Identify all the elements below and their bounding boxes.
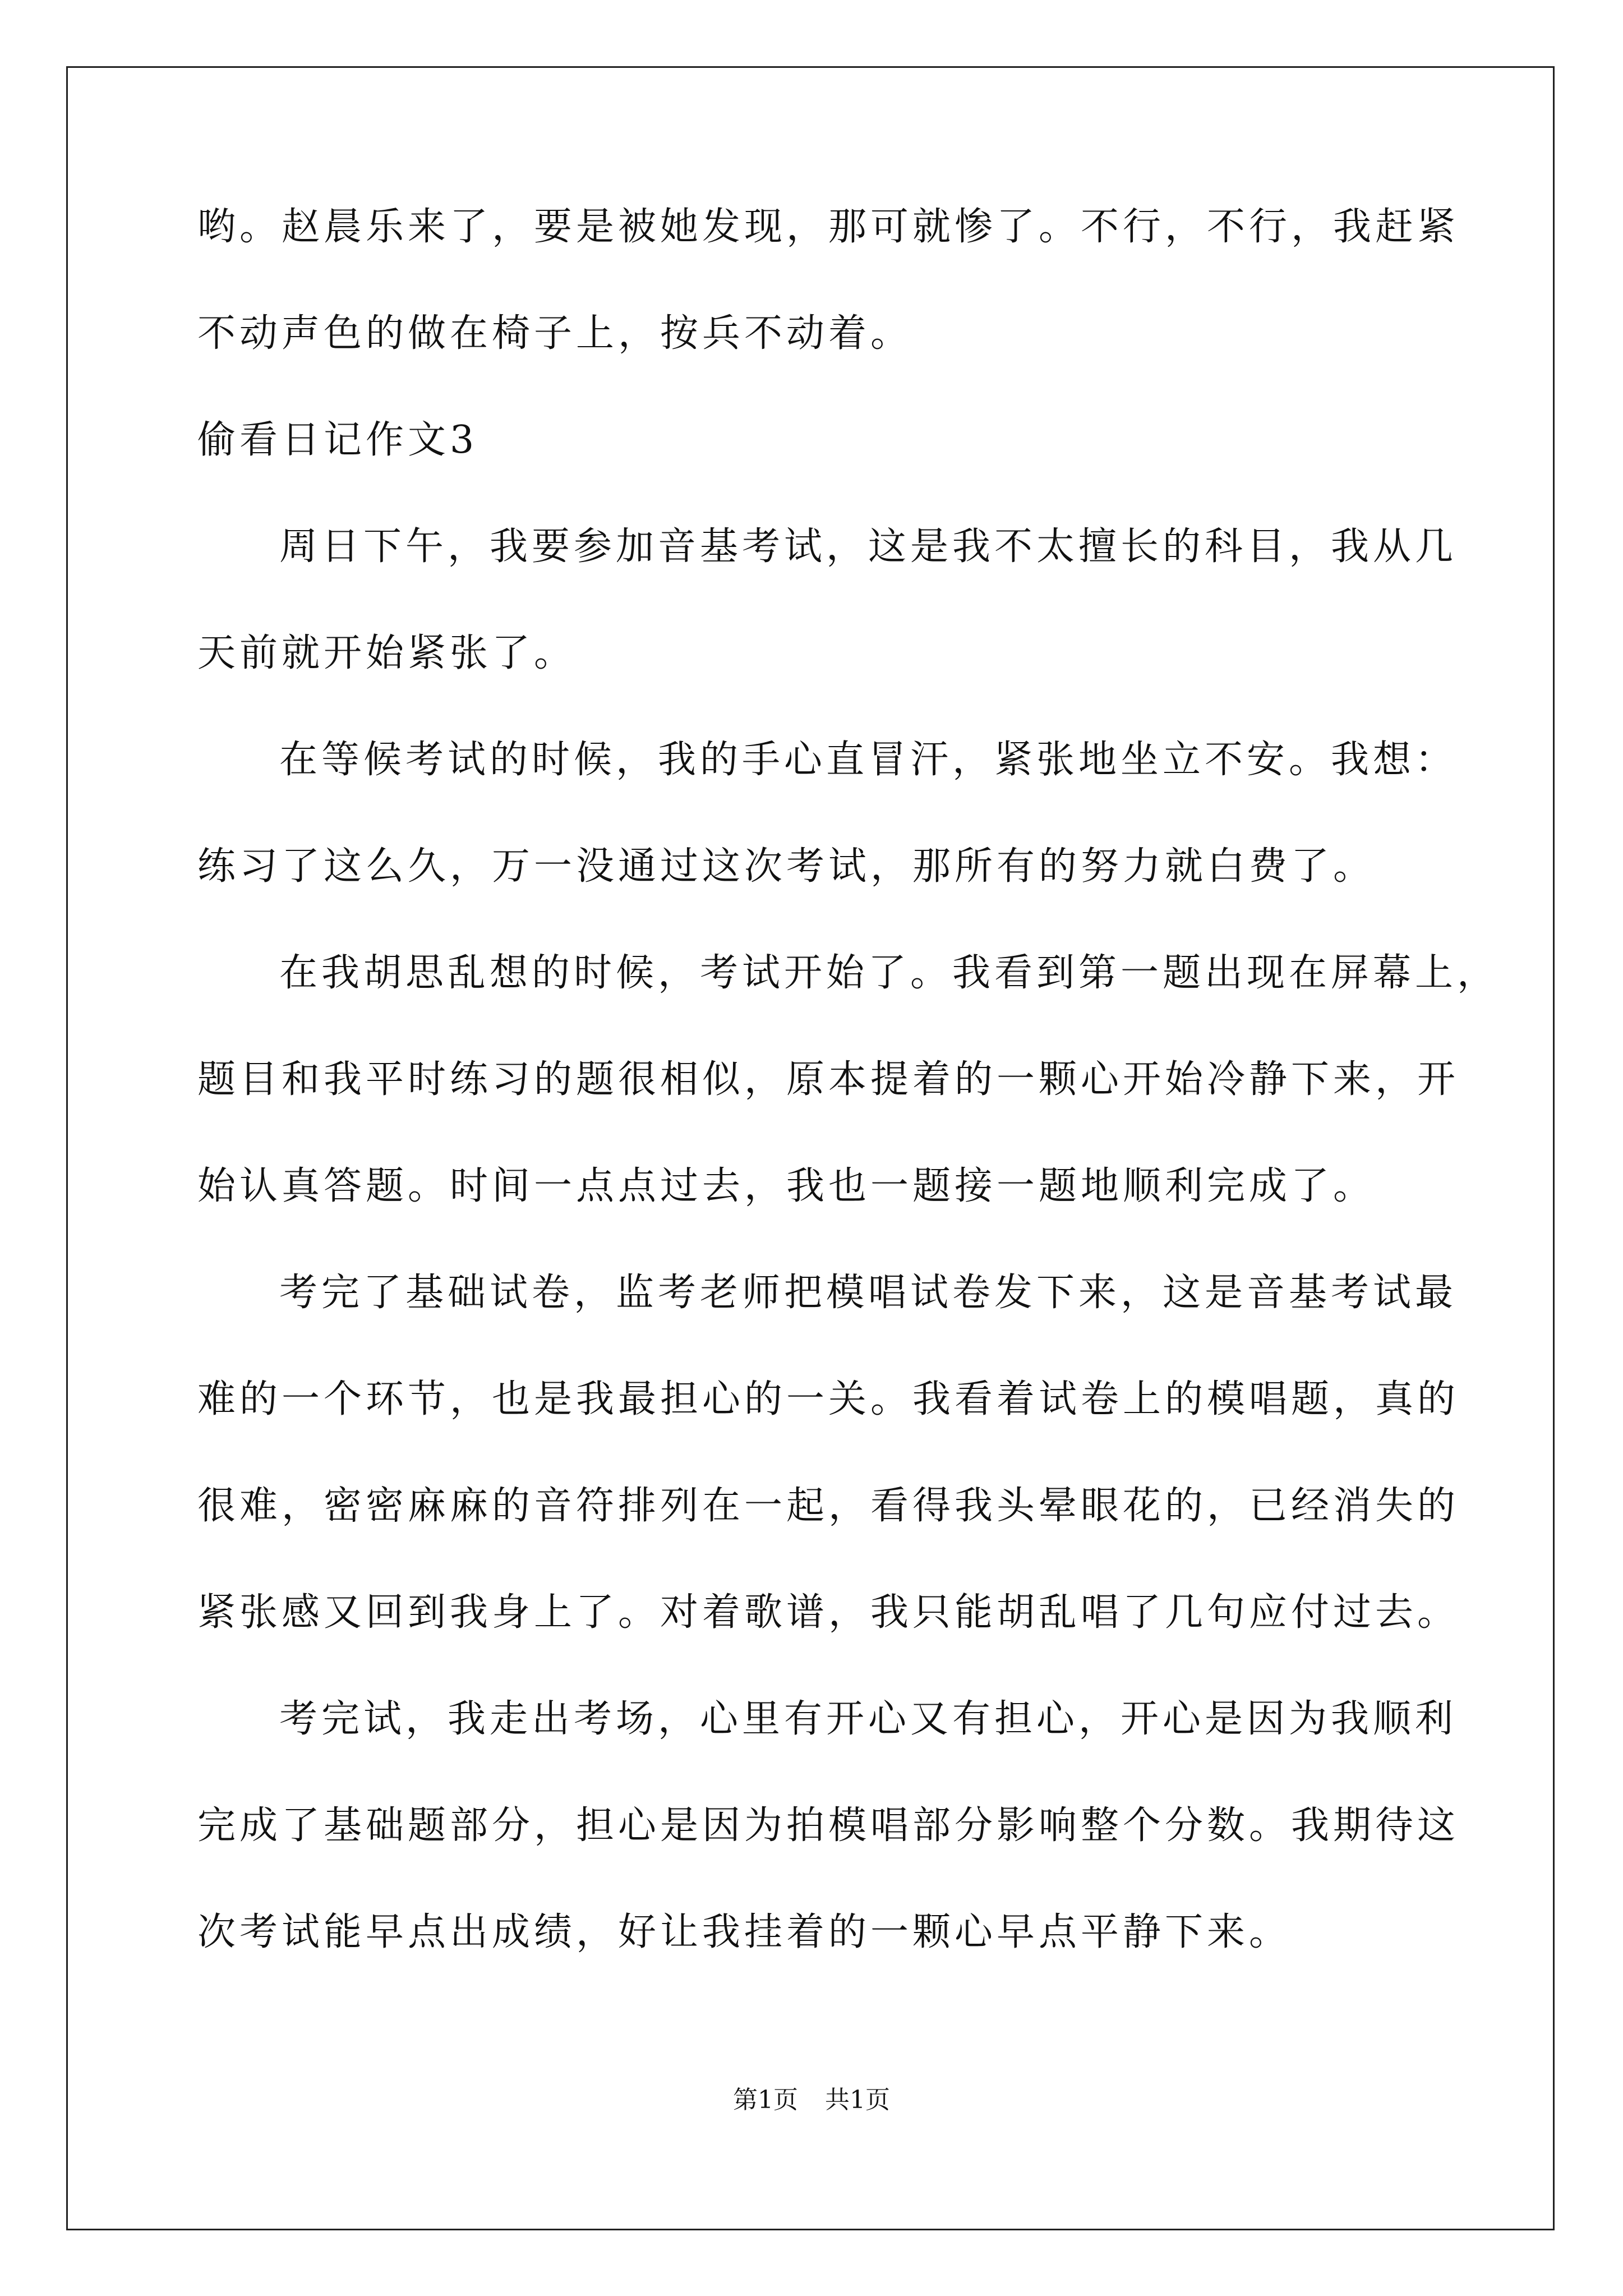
text-line: 练习了这么久，万一没通过这次考试，那所有的努力就白费了。 <box>197 844 1376 889</box>
page-number-total: 共1页 <box>825 2086 890 2114</box>
paragraph-first-line: 考完试，我走出考场，心里有开心又有担心，开心是因为我顺利 <box>279 1697 1458 1741</box>
text-line: 次考试能早点出成绩，好让我挂着的一颗心早点平静下来。 <box>197 1910 1292 1954</box>
text-line: 不动声色的做在椅子上，按兵不动着。 <box>197 311 913 356</box>
text-line: 哟。赵晨乐来了，要是被她发现，那可就惨了。不行，不行，我赶紧 <box>197 205 1460 249</box>
document-body <box>197 205 1500 2017</box>
text-line: 难的一个环节，也是我最担心的一关。我看着试卷上的模唱题，真的 <box>197 1377 1460 1421</box>
paragraph-first-line: 在我胡思乱想的时候，考试开始了。我看到第一题出现在屏幕上， <box>279 951 1500 995</box>
paragraph-first-line: 考完了基础试卷，监考老师把模唱试卷发下来，这是音基考试最 <box>279 1271 1458 1315</box>
section-heading: 偷看日记作文3 <box>197 418 478 462</box>
text-line: 题目和我平时练习的题很相似，原本提着的一颗心开始冷静下来，开 <box>197 1057 1460 1102</box>
paragraph-first-line: 周日下午，我要参加音基考试，这是我不太擅长的科目，我从几 <box>279 524 1458 569</box>
page-footer <box>0 2086 1623 2115</box>
paragraph-first-line: 在等候考试的时候，我的手心直冒汗，紧张地坐立不安。我想： <box>279 738 1458 782</box>
text-line: 始认真答题。时间一点点过去，我也一题接一题地顺利完成了。 <box>197 1164 1376 1208</box>
text-line: 天前就开始紧张了。 <box>197 631 577 675</box>
text-line: 紧张感又回到我身上了。对着歌谱，我只能胡乱唱了几句应付过去。 <box>197 1590 1460 1635</box>
text-line: 很难，密密麻麻的音符排列在一起，看得我头晕眼花的，已经消失的 <box>197 1484 1460 1528</box>
page-number-current: 第1页 <box>733 2086 798 2114</box>
text-line: 完成了基础题部分，担心是因为拍模唱部分影响整个分数。我期待这 <box>197 1803 1460 1848</box>
